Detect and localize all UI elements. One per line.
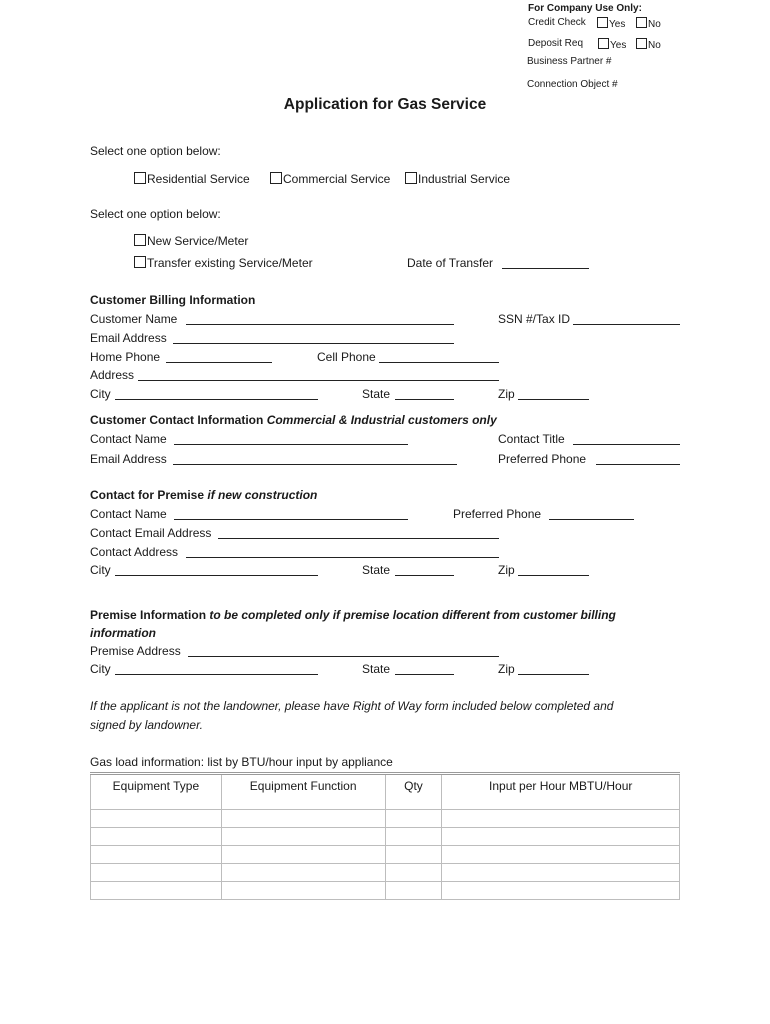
table-row bbox=[91, 882, 680, 900]
table-cell[interactable] bbox=[385, 828, 442, 846]
premise-contact-city-field[interactable] bbox=[115, 575, 318, 576]
billing-state-field[interactable] bbox=[395, 399, 454, 400]
table-cell[interactable] bbox=[385, 882, 442, 900]
premise-preferred-phone-label: Preferred Phone bbox=[453, 507, 542, 521]
option-transfer-service[interactable]: Transfer existing Service/Meter bbox=[134, 256, 313, 270]
table-cell[interactable] bbox=[91, 864, 222, 882]
billing-city-field[interactable] bbox=[115, 399, 318, 400]
credit-check-yes[interactable]: Yes bbox=[597, 17, 625, 31]
company-use-heading: For Company Use Only: bbox=[528, 3, 642, 14]
table-cell[interactable] bbox=[442, 828, 680, 846]
contact-preferred-phone-field[interactable] bbox=[596, 464, 680, 465]
connection-object-label: Connection Object # bbox=[527, 79, 618, 90]
premise-contact-address-label: Contact Address bbox=[90, 545, 179, 559]
premise-info-heading: Premise Information to be completed only if premise location different from customer billing bbox=[90, 608, 616, 622]
option-commercial[interactable]: Commercial Service bbox=[270, 172, 390, 186]
table-cell[interactable] bbox=[385, 846, 442, 864]
ssn-label: SSN #/Tax ID bbox=[498, 312, 571, 326]
service-type-prompt: Select one option below: bbox=[90, 144, 221, 158]
table-cell[interactable] bbox=[91, 882, 222, 900]
premise-contact-address-field[interactable] bbox=[186, 557, 499, 558]
billing-address-label: Address bbox=[90, 368, 135, 382]
premise-state-field[interactable] bbox=[395, 674, 454, 675]
deposit-req-label: Deposit Req bbox=[528, 38, 584, 49]
option-industrial[interactable]: Industrial Service bbox=[405, 172, 510, 186]
table-cell[interactable] bbox=[442, 810, 680, 828]
col-qty: Qty bbox=[385, 774, 442, 810]
deposit-req-no[interactable]: No bbox=[636, 38, 661, 52]
contact-email-field[interactable] bbox=[173, 464, 457, 465]
billing-email-label: Email Address bbox=[90, 331, 167, 345]
contact-title-label: Contact Title bbox=[498, 432, 565, 446]
new-service-checkbox[interactable] bbox=[134, 234, 146, 246]
premise-address-field[interactable] bbox=[188, 656, 499, 657]
table-cell[interactable] bbox=[442, 846, 680, 864]
premise-contact-zip-label: Zip bbox=[498, 563, 515, 577]
table-cell[interactable] bbox=[442, 864, 680, 882]
premise-contact-email-field[interactable] bbox=[218, 538, 499, 539]
table-cell[interactable] bbox=[91, 828, 222, 846]
premise-contact-email-label: Contact Email Address bbox=[90, 526, 212, 540]
col-input-per-hour: Input per Hour MBTU/Hour bbox=[442, 774, 680, 810]
industrial-checkbox[interactable] bbox=[405, 172, 417, 184]
contact-name-field[interactable] bbox=[174, 444, 408, 445]
gas-load-table bbox=[90, 772, 680, 900]
transfer-service-checkbox[interactable] bbox=[134, 256, 146, 268]
premise-city-field[interactable] bbox=[115, 674, 318, 675]
business-partner-label: Business Partner # bbox=[527, 56, 612, 67]
billing-email-field[interactable] bbox=[173, 343, 454, 344]
residential-checkbox[interactable] bbox=[134, 172, 146, 184]
premise-contact-state-field[interactable] bbox=[395, 575, 454, 576]
table-cell[interactable] bbox=[385, 810, 442, 828]
contact-heading: Customer Contact Information Commercial & Industrial customers only bbox=[90, 413, 497, 427]
billing-heading: Customer Billing Information bbox=[90, 293, 256, 307]
table-cell[interactable] bbox=[385, 864, 442, 882]
gas-load-caption: Gas load information: list by BTU/hour input by appliance bbox=[90, 755, 393, 769]
ssn-field[interactable] bbox=[573, 324, 680, 325]
date-of-transfer-field[interactable] bbox=[502, 268, 589, 269]
contact-title-field[interactable] bbox=[573, 444, 680, 445]
table-cell[interactable] bbox=[221, 864, 385, 882]
billing-zip-field[interactable] bbox=[518, 399, 589, 400]
landowner-note-line1: If the applicant is not the landowner, please have Right of Way form included below completed and bbox=[90, 699, 614, 713]
credit-check-no-checkbox[interactable] bbox=[636, 17, 647, 28]
credit-check-yes-checkbox[interactable] bbox=[597, 17, 608, 28]
table-cell[interactable] bbox=[442, 882, 680, 900]
premise-zip-label: Zip bbox=[498, 662, 515, 676]
premise-contact-name-label: Contact Name bbox=[90, 507, 167, 521]
premise-contact-heading: Contact for Premise if new construction bbox=[90, 488, 318, 502]
premise-state-label: State bbox=[362, 662, 391, 676]
billing-city-label: City bbox=[90, 387, 111, 401]
customer-name-field[interactable] bbox=[186, 324, 454, 325]
billing-address-field[interactable] bbox=[138, 380, 499, 381]
landowner-note-line2: signed by landowner. bbox=[90, 718, 203, 732]
premise-contact-city-label: City bbox=[90, 563, 111, 577]
option-residential[interactable]: Residential Service bbox=[134, 172, 250, 186]
contact-name-label: Contact Name bbox=[90, 432, 167, 446]
table-cell[interactable] bbox=[91, 810, 222, 828]
premise-contact-state-label: State bbox=[362, 563, 391, 577]
premise-preferred-phone-field[interactable] bbox=[549, 519, 634, 520]
premise-contact-name-field[interactable] bbox=[174, 519, 408, 520]
contact-email-label: Email Address bbox=[90, 452, 167, 466]
contact-preferred-phone-label: Preferred Phone bbox=[498, 452, 587, 466]
gas-load-header-row bbox=[91, 774, 680, 810]
premise-city-label: City bbox=[90, 662, 111, 676]
table-row bbox=[91, 828, 680, 846]
table-row bbox=[91, 846, 680, 864]
home-phone-label: Home Phone bbox=[90, 350, 161, 364]
table-row bbox=[91, 810, 680, 828]
service-request-prompt: Select one option below: bbox=[90, 207, 221, 221]
commercial-checkbox[interactable] bbox=[270, 172, 282, 184]
table-row bbox=[91, 864, 680, 882]
billing-zip-label: Zip bbox=[498, 387, 515, 401]
col-equipment-type: Equipment Type bbox=[91, 774, 222, 810]
credit-check-label: Credit Check bbox=[528, 17, 586, 28]
table-cell[interactable] bbox=[91, 846, 222, 864]
col-equipment-function: Equipment Function bbox=[221, 774, 385, 810]
home-phone-field[interactable] bbox=[166, 362, 272, 363]
cell-phone-field[interactable] bbox=[379, 362, 499, 363]
form-title: Application for Gas Service bbox=[283, 96, 487, 113]
billing-state-label: State bbox=[362, 387, 391, 401]
deposit-req-no-checkbox[interactable] bbox=[636, 38, 647, 49]
premise-address-label: Premise Address bbox=[90, 644, 181, 658]
premise-contact-zip-field[interactable] bbox=[518, 575, 589, 576]
premise-zip-field[interactable] bbox=[518, 674, 589, 675]
customer-name-label: Customer Name bbox=[90, 312, 178, 326]
deposit-req-yes[interactable]: Yes bbox=[598, 38, 626, 52]
table-cell[interactable] bbox=[221, 846, 385, 864]
table-cell[interactable] bbox=[221, 882, 385, 900]
table-cell[interactable] bbox=[221, 828, 385, 846]
deposit-req-yes-checkbox[interactable] bbox=[598, 38, 609, 49]
date-of-transfer-label: Date of Transfer bbox=[407, 256, 494, 270]
credit-check-no[interactable]: No bbox=[636, 17, 661, 31]
premise-info-heading-cont: information bbox=[90, 626, 156, 640]
cell-phone-label: Cell Phone bbox=[317, 350, 376, 364]
table-cell[interactable] bbox=[221, 810, 385, 828]
option-new-service[interactable]: New Service/Meter bbox=[134, 234, 248, 248]
